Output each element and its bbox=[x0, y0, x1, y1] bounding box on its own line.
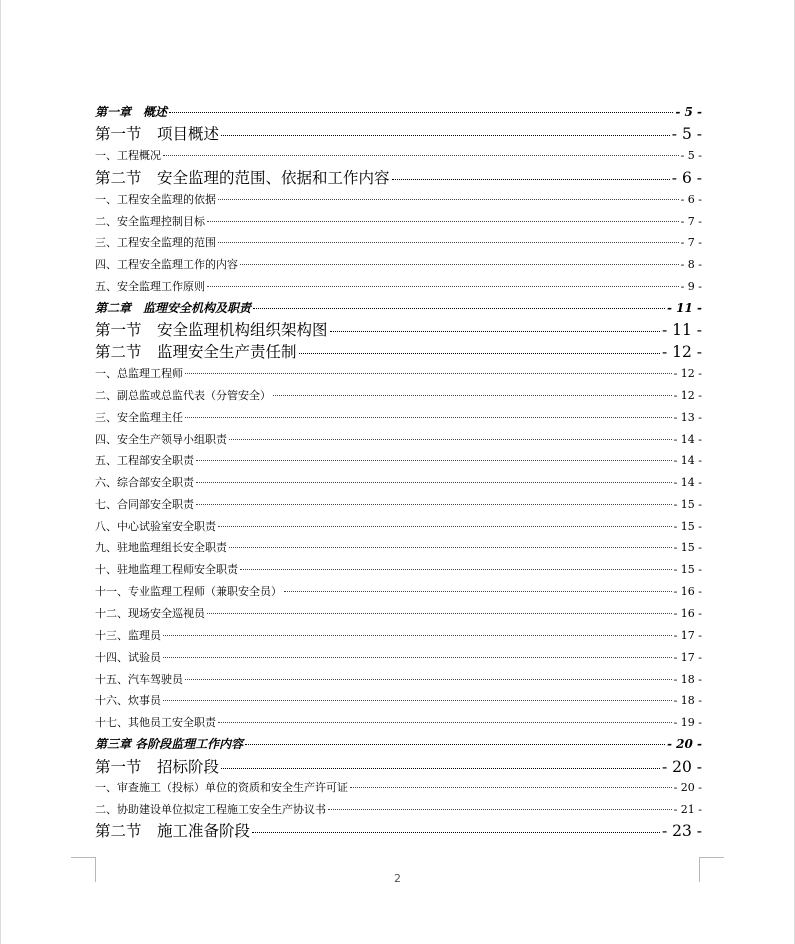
toc-dot-leader bbox=[207, 613, 672, 614]
toc-dot-leader bbox=[330, 331, 660, 332]
toc-dot-leader bbox=[240, 264, 679, 265]
toc-entry-item[interactable] bbox=[95, 626, 702, 646]
toc-dot-leader bbox=[207, 221, 679, 222]
toc-entry-title: 一、审查施工（投标）单位的资质和安全生产许可证 bbox=[95, 781, 348, 794]
toc-entry-page: - 7 - bbox=[680, 215, 702, 228]
toc-entry-item[interactable] bbox=[95, 386, 702, 406]
toc-dot-leader bbox=[163, 155, 679, 156]
toc-entry-page: - 23 - bbox=[661, 822, 702, 840]
toc-entry-page: - 16 - bbox=[673, 585, 702, 598]
toc-entry-page: - 16 - bbox=[673, 607, 702, 620]
toc-entry-title: 十、驻地监理工程师安全职责 bbox=[95, 563, 238, 576]
toc-entry-page: - 7 - bbox=[680, 236, 702, 249]
toc-entry-title: 十四、试验员 bbox=[95, 651, 161, 664]
toc-entry-page: - 14 - bbox=[673, 433, 702, 446]
toc-entry-page: - 18 - bbox=[673, 673, 702, 686]
toc-entry-page: - 15 - bbox=[673, 563, 702, 576]
toc-dot-leader bbox=[185, 373, 672, 374]
toc-entry-page: - 17 - bbox=[673, 629, 702, 642]
toc-entry-item[interactable] bbox=[95, 364, 702, 384]
toc-entry-section[interactable] bbox=[95, 166, 702, 190]
toc-dot-leader bbox=[196, 504, 672, 505]
toc-dot-leader bbox=[245, 744, 665, 745]
toc-entry-item[interactable] bbox=[95, 473, 702, 493]
toc-entry-title: 第一章 概述 bbox=[95, 105, 168, 119]
toc-dot-leader bbox=[163, 635, 672, 636]
toc-entry-title: 十五、汽车驾驶员 bbox=[95, 673, 183, 686]
toc-entry-item[interactable] bbox=[95, 670, 702, 690]
toc-dot-leader bbox=[163, 700, 672, 701]
toc-entry-item[interactable] bbox=[95, 190, 702, 210]
toc-entry-page: - 8 - bbox=[680, 258, 702, 271]
toc-dot-leader bbox=[284, 591, 672, 592]
toc-entry-title: 十二、现场安全巡视员 bbox=[95, 607, 205, 620]
toc-entry-title: 九、驻地监理组长安全职责 bbox=[95, 541, 227, 554]
toc-entry-title: 八、中心试验室安全职责 bbox=[95, 520, 216, 533]
toc-entry-item[interactable] bbox=[95, 430, 702, 450]
toc-entry-item[interactable] bbox=[95, 538, 702, 558]
toc-entry-page: - 15 - bbox=[673, 541, 702, 554]
toc-entry-item[interactable] bbox=[95, 800, 702, 820]
toc-entry-chapter[interactable] bbox=[95, 734, 702, 754]
toc-entry-page: - 6 - bbox=[671, 169, 702, 187]
toc-dot-leader bbox=[229, 439, 672, 440]
toc-entry-title: 十六、炊事员 bbox=[95, 694, 161, 707]
toc-entry-section[interactable] bbox=[95, 122, 702, 146]
toc-entry-title: 第二章 监理安全机构及职责 bbox=[95, 301, 252, 315]
toc-entry-section[interactable] bbox=[95, 755, 702, 779]
toc-dot-leader bbox=[299, 353, 660, 354]
toc-entry-title: 第一节 安全监理机构组织架构图 bbox=[95, 321, 328, 339]
toc-dot-leader bbox=[218, 199, 679, 200]
toc-entry-section[interactable] bbox=[95, 318, 702, 342]
toc-entry-title: 十七、其他员工安全职责 bbox=[95, 716, 216, 729]
toc-entry-title: 第二节 施工准备阶段 bbox=[95, 822, 251, 840]
toc-dot-leader bbox=[196, 460, 672, 461]
toc-entry-page: - 5 - bbox=[675, 105, 702, 119]
toc-dot-leader bbox=[221, 768, 660, 769]
toc-entry-title: 一、总监理工程师 bbox=[95, 367, 183, 380]
toc-entry-title: 七、合同部安全职责 bbox=[95, 498, 194, 511]
toc-entry-section[interactable] bbox=[95, 340, 702, 364]
toc-entry-page: - 11 - bbox=[666, 301, 702, 315]
toc-dot-leader bbox=[221, 135, 670, 136]
toc-entry-title: 二、协助建设单位拟定工程施工安全生产协议书 bbox=[95, 803, 326, 816]
toc-entry-title: 第二节 安全监理的范围、依据和工作内容 bbox=[95, 169, 390, 187]
toc-entry-page: - 12 - bbox=[661, 343, 702, 361]
toc-dot-leader bbox=[185, 679, 672, 680]
toc-entry-page: - 5 - bbox=[680, 149, 702, 162]
toc-dot-leader bbox=[169, 112, 673, 113]
toc-entry-item[interactable] bbox=[95, 517, 702, 537]
toc-entry-title: 第二节 监理安全生产责任制 bbox=[95, 343, 297, 361]
toc-entry-page: - 12 - bbox=[673, 367, 702, 380]
toc-entry-page: - 5 - bbox=[671, 125, 702, 143]
toc-entry-item[interactable] bbox=[95, 408, 702, 428]
toc-dot-leader bbox=[185, 417, 672, 418]
toc-entry-title: 第三章 各阶段监理工作内容 bbox=[95, 737, 244, 751]
toc-entry-title: 四、安全生产领导小组职责 bbox=[95, 433, 227, 446]
page-number: 2 bbox=[394, 872, 401, 885]
toc-entry-page: - 11 - bbox=[661, 321, 702, 339]
toc-entry-item[interactable] bbox=[95, 233, 702, 253]
toc-entry-item[interactable] bbox=[95, 451, 702, 471]
toc-entry-section[interactable] bbox=[95, 819, 702, 843]
toc-entry-title: 五、安全监理工作原则 bbox=[95, 280, 205, 293]
toc-entry-title: 第一节 项目概述 bbox=[95, 125, 220, 143]
toc-entry-page: - 19 - bbox=[673, 716, 702, 729]
toc-dot-leader bbox=[240, 569, 672, 570]
toc-entry-title: 十一、专业监理工程师（兼职安全员） bbox=[95, 585, 282, 598]
toc-entry-item[interactable] bbox=[95, 691, 702, 711]
toc-entry-page: - 18 - bbox=[673, 694, 702, 707]
toc-entry-item[interactable] bbox=[95, 255, 702, 275]
toc-entry-title: 五、工程部安全职责 bbox=[95, 454, 194, 467]
toc-entry-title: 一、工程安全监理的依据 bbox=[95, 193, 216, 206]
toc-entry-title: 三、安全监理主任 bbox=[95, 411, 183, 424]
toc-dot-leader bbox=[252, 832, 660, 833]
toc-dot-leader bbox=[273, 395, 672, 396]
toc-entry-page: - 15 - bbox=[673, 498, 702, 511]
toc-entry-page: - 15 - bbox=[673, 520, 702, 533]
toc-entry-item[interactable] bbox=[95, 277, 702, 297]
toc-dot-leader bbox=[253, 308, 665, 309]
toc-dot-leader bbox=[218, 722, 672, 723]
toc-entry-item[interactable] bbox=[95, 146, 702, 166]
toc-entry-item[interactable] bbox=[95, 604, 702, 624]
toc-dot-leader bbox=[218, 526, 672, 527]
toc-dot-leader bbox=[163, 657, 672, 658]
toc-entry-item[interactable] bbox=[95, 778, 702, 798]
toc-dot-leader bbox=[350, 787, 672, 788]
toc-entry-chapter[interactable] bbox=[95, 298, 702, 318]
toc-entry-page: - 9 - bbox=[680, 280, 702, 293]
toc-entry-page: - 13 - bbox=[673, 411, 702, 424]
toc-entry-page: - 14 - bbox=[673, 454, 702, 467]
toc-entry-page: - 20 - bbox=[666, 737, 702, 751]
toc-entry-item[interactable] bbox=[95, 212, 702, 232]
toc-entry-page: - 6 - bbox=[680, 193, 702, 206]
toc-entry-page: - 14 - bbox=[673, 476, 702, 489]
toc-entry-item[interactable] bbox=[95, 582, 702, 602]
toc-entry-item[interactable] bbox=[95, 713, 702, 733]
toc-dot-leader bbox=[218, 242, 679, 243]
toc-entry-page: - 12 - bbox=[673, 389, 702, 402]
toc-entry-title: 一、工程概况 bbox=[95, 149, 161, 162]
toc-entry-title: 四、工程安全监理工作的内容 bbox=[95, 258, 238, 271]
toc-entry-title: 二、安全监理控制目标 bbox=[95, 215, 205, 228]
toc-entry-item[interactable] bbox=[95, 560, 702, 580]
toc-entry-chapter[interactable] bbox=[95, 102, 702, 122]
toc-entry-title: 第一节 招标阶段 bbox=[95, 758, 220, 776]
toc-entry-page: - 20 - bbox=[673, 781, 702, 794]
toc-entry-item[interactable] bbox=[95, 648, 702, 668]
toc-entry-title: 十三、监理员 bbox=[95, 629, 161, 642]
toc-entry-title: 三、工程安全监理的范围 bbox=[95, 236, 216, 249]
toc-entry-title: 二、副总监或总监代表（分管安全） bbox=[95, 389, 271, 402]
toc-entry-page: - 17 - bbox=[673, 651, 702, 664]
toc-entry-page: - 20 - bbox=[661, 758, 702, 776]
toc-dot-leader bbox=[207, 286, 679, 287]
toc-entry-item[interactable] bbox=[95, 495, 702, 515]
toc-entry-title: 六、综合部安全职责 bbox=[95, 476, 194, 489]
toc-dot-leader bbox=[328, 809, 672, 810]
toc-dot-leader bbox=[392, 179, 670, 180]
toc-entry-page: - 21 - bbox=[673, 803, 702, 816]
toc-dot-leader bbox=[196, 482, 672, 483]
toc-dot-leader bbox=[229, 547, 672, 548]
